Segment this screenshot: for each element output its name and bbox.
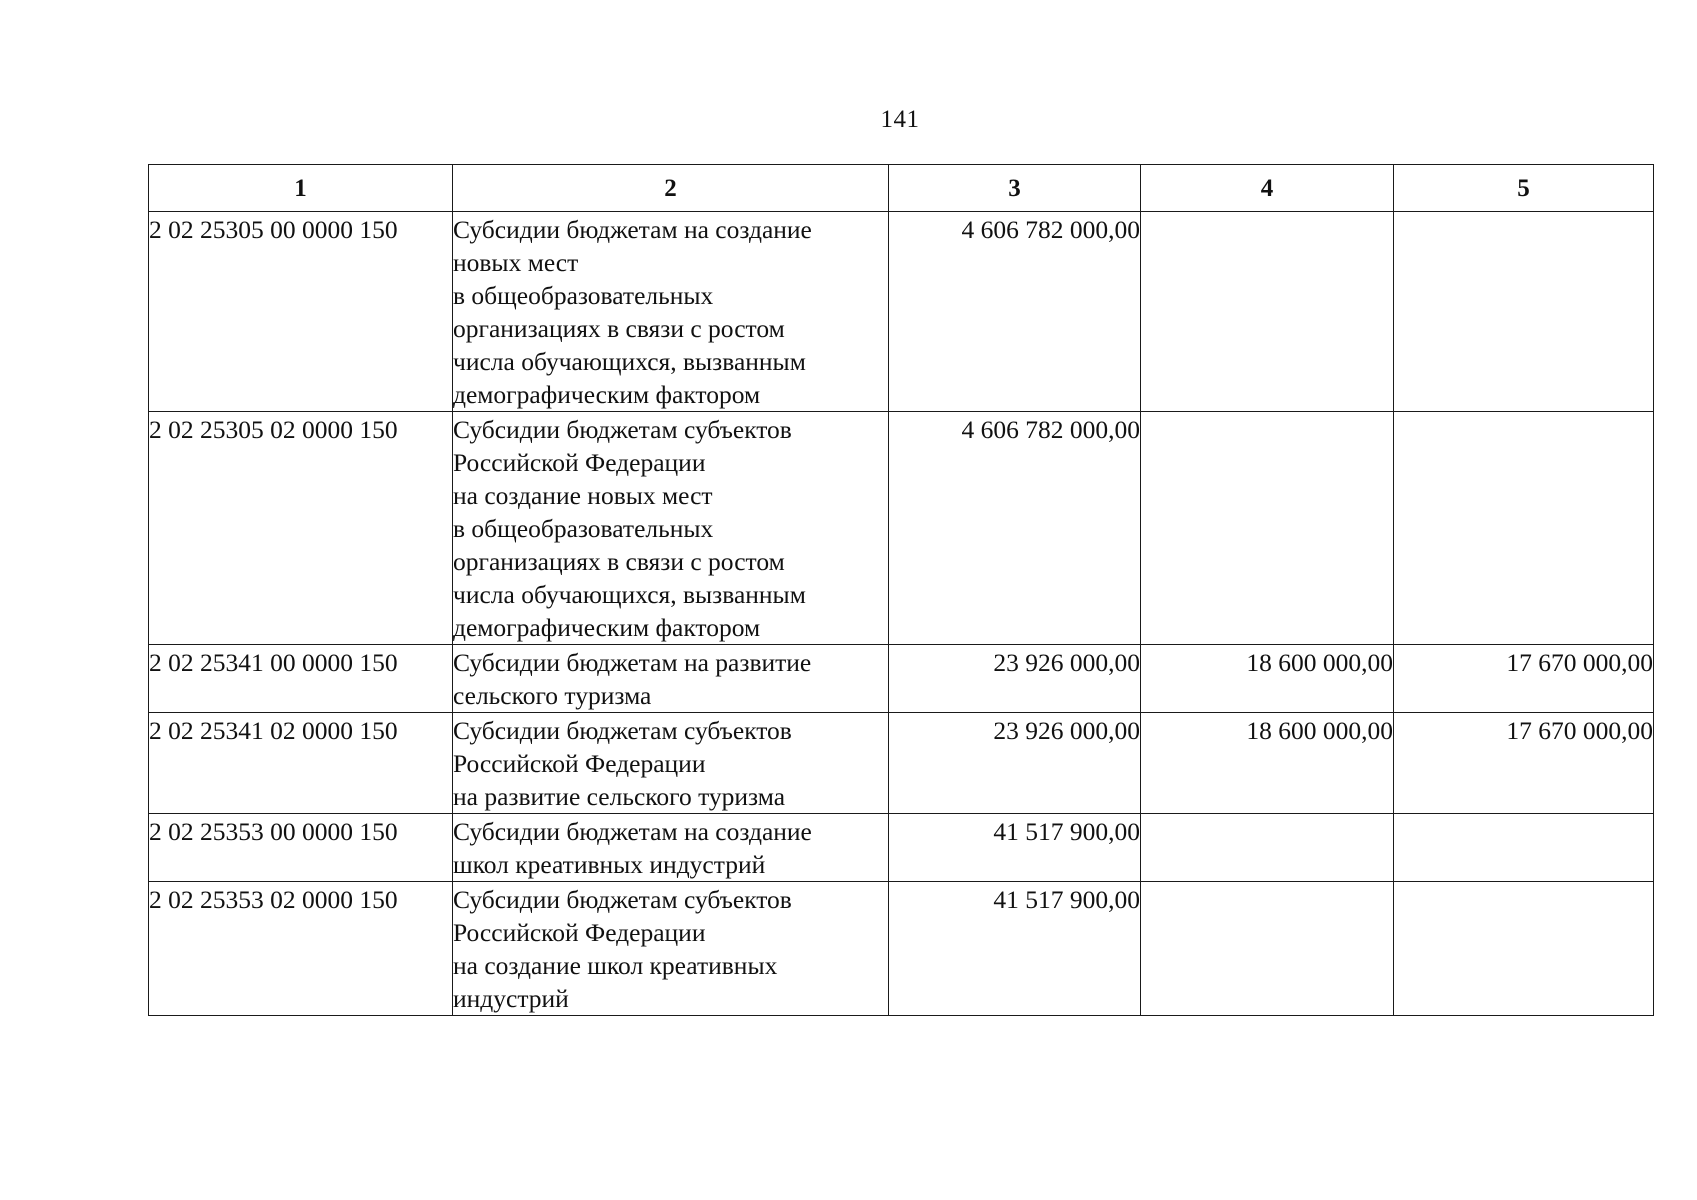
column-header-2: 2: [453, 165, 889, 212]
description-cell: [453, 645, 889, 713]
amount-col4-cell: [1141, 814, 1394, 882]
amount-col4-cell: [1141, 412, 1394, 645]
column-header-5: 5: [1394, 165, 1654, 212]
amount-col5-cell: [1394, 212, 1654, 412]
amount-col4-cell: 18 600 000,00: [1141, 713, 1394, 814]
description-line: в общеобразовательных: [453, 514, 714, 543]
description-line: демографическим фактором: [453, 380, 761, 409]
column-header-4: 4: [1141, 165, 1394, 212]
description-line: сельского туризма: [453, 681, 652, 710]
description-line: новых мест: [453, 248, 579, 277]
amount-col5-cell: 17 670 000,00: [1394, 713, 1654, 814]
amount-col3-cell: 4 606 782 000,00: [889, 212, 1141, 412]
description-line: Субсидии бюджетам субъектов: [453, 885, 792, 914]
amount-col4-cell: [1141, 212, 1394, 412]
amount-col4-cell: 18 600 000,00: [1141, 645, 1394, 713]
description-cell: [453, 814, 889, 882]
budget-table: [148, 164, 1654, 1016]
budget-code-cell: 2 02 25305 00 0000 150: [149, 212, 453, 412]
description-line: на создание новых мест: [453, 481, 713, 510]
description-line: в общеобразовательных: [453, 281, 714, 310]
description-line: демографическим фактором: [453, 613, 761, 642]
description-cell: [453, 212, 889, 412]
description-cell: [453, 882, 889, 1016]
amount-col3-cell: 41 517 900,00: [889, 814, 1141, 882]
description-line: числа обучающихся, вызванным: [453, 347, 806, 376]
description-line: Российской Федерации: [453, 448, 706, 477]
column-header-1: 1: [149, 165, 453, 212]
description-line: индустрий: [453, 984, 569, 1013]
amount-col5-cell: [1394, 814, 1654, 882]
amount-col3-cell: 23 926 000,00: [889, 713, 1141, 814]
table-row: [149, 645, 1654, 713]
amount-col5-cell: 17 670 000,00: [1394, 645, 1654, 713]
page-number: 141: [880, 106, 920, 133]
budget-code-cell: 2 02 25353 02 0000 150: [149, 882, 453, 1016]
amount-col4-cell: [1141, 882, 1394, 1016]
description-cell: [453, 713, 889, 814]
description-line: Субсидии бюджетам субъектов: [453, 415, 792, 444]
description-line: на создание школ креативных: [453, 951, 778, 980]
table-header-row: [149, 165, 1654, 212]
amount-col3-cell: 41 517 900,00: [889, 882, 1141, 1016]
description-line: Российской Федерации: [453, 749, 706, 778]
description-line: организациях в связи с ростом: [453, 314, 785, 343]
description-line: Российской Федерации: [453, 918, 706, 947]
amount-col3-cell: 23 926 000,00: [889, 645, 1141, 713]
description-line: организациях в связи с ростом: [453, 547, 785, 576]
description-line: Субсидии бюджетам на развитие: [453, 648, 812, 677]
table-row: [149, 713, 1654, 814]
amount-col3-cell: 4 606 782 000,00: [889, 412, 1141, 645]
column-header-3: 3: [889, 165, 1141, 212]
description-line: на развитие сельского туризма: [453, 782, 786, 811]
description-line: Субсидии бюджетам на создание: [453, 215, 812, 244]
description-line: числа обучающихся, вызванным: [453, 580, 806, 609]
budget-code-cell: 2 02 25353 00 0000 150: [149, 814, 453, 882]
budget-code-cell: 2 02 25341 00 0000 150: [149, 645, 453, 713]
description-line: школ креативных индустрий: [453, 850, 766, 879]
table-row: [149, 814, 1654, 882]
description-cell: [453, 412, 889, 645]
amount-col5-cell: [1394, 412, 1654, 645]
budget-code-cell: 2 02 25305 02 0000 150: [149, 412, 453, 645]
table-row: [149, 412, 1654, 645]
table-row: [149, 212, 1654, 412]
description-line: Субсидии бюджетам субъектов: [453, 716, 792, 745]
amount-col5-cell: [1394, 882, 1654, 1016]
description-line: Субсидии бюджетам на создание: [453, 817, 812, 846]
budget-code-cell: 2 02 25341 02 0000 150: [149, 713, 453, 814]
table-row: [149, 882, 1654, 1016]
